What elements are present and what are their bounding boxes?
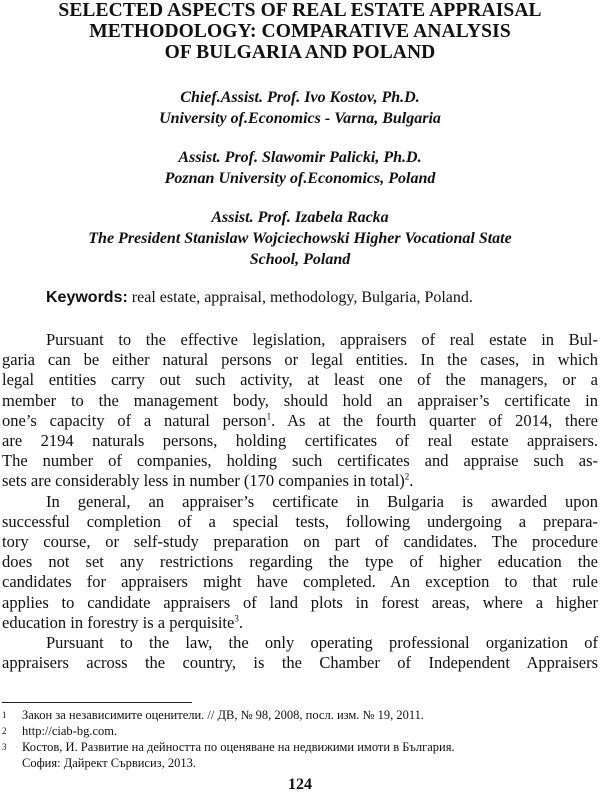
author-name: Assist. Prof. Slawomir Palicki, Ph.D. [178, 149, 422, 166]
keywords-label: Keywords: [46, 289, 128, 306]
author-name: Chief.Assist. Prof. Ivo Kostov, Ph.D. [180, 89, 420, 106]
paragraph [2, 330, 598, 492]
title-line: SELECTED ASPECTS OF REAL ESTATE APPRAISAL [58, 0, 542, 21]
text-segment: one’s capacity of a natural person [2, 410, 267, 430]
author-block-palicki [10, 147, 590, 189]
text-segment: . As at the fourth quarter of 2014, there [271, 410, 598, 430]
title-line: OF BULGARIA AND POLAND [164, 42, 436, 63]
footnote-number: 1 [2, 710, 7, 720]
author-block-kostov [10, 87, 590, 129]
author-affiliation: The President Stanislaw Wojciechowski Higher Vocational State [88, 230, 512, 247]
text-segment: sets are considerably less in number (170 companies in total) [2, 471, 405, 491]
text-line: are 2194 naturals persons, holding certificates of real estate appraisers. [2, 431, 598, 451]
footnote-link[interactable]: http://ciab-bg.com. [22, 724, 118, 738]
text-line: candidates for appraisers might have completed. An exception to that rule [2, 572, 598, 592]
footnote-3 [0, 739, 598, 755]
text-line [2, 613, 598, 633]
footnote-text: Костов, И. Развитие на дейността по оценяване на недвижими имоти в България. [22, 740, 455, 754]
title-line: METHODOLOGY: COMPARATIVE ANALYSIS [89, 21, 511, 42]
paper-title [10, 0, 590, 63]
footnotes [0, 707, 598, 771]
keywords-line [46, 288, 596, 308]
text-line: garia can be either natural persons or legal entities. In the cases, in which [2, 350, 598, 370]
text-line: Pursuant to the effective legislation, appraisers of real estate in Bul- [46, 330, 598, 349]
text-line: In general, an appraiser’s certificate in Bulgaria is awarded upon [46, 491, 598, 511]
footnote-text-continued: София: Дайрект Сървисиз, 2013. [22, 756, 196, 770]
footnote-ref-3[interactable]: 3 [234, 613, 239, 624]
text-line: does not set any restrictions regarding the type of higher education the [2, 552, 598, 572]
text-line [2, 471, 598, 491]
body-text [2, 330, 598, 673]
footnote-number: 3 [2, 742, 7, 752]
footnote-divider [2, 702, 192, 703]
text-line: member to the management body, should hold an appraiser’s certificate in [2, 390, 598, 410]
keywords-text: real estate, appraisal, methodology, Bulgaria, Poland. [127, 289, 473, 306]
footnote-1 [0, 707, 598, 723]
author-affiliation: University of.Economics - Varna, Bulgaria [159, 110, 441, 127]
paragraph [2, 633, 598, 673]
text-line: Pursuant to the law, the only operating professional organization of [46, 633, 598, 653]
footnote-ref-1[interactable]: 1 [266, 411, 272, 422]
text-line: successful completion of a special tests, following undergoing a prepara- [2, 511, 598, 531]
text-line: appraisers across the country, is the Chamber of Independent Appraisers [2, 653, 598, 673]
footnote-2 [0, 723, 598, 739]
paragraph [2, 492, 598, 633]
text-line: The number of companies, holding such certificates and appraise such as- [2, 451, 598, 471]
text-line [2, 411, 598, 431]
text-line: tory course, or self-study preparation on part of candidates. The procedure [2, 532, 598, 552]
text-line: applies to candidate appraisers of land plots in forest areas, where a higher [2, 592, 598, 612]
text-segment: . [238, 612, 243, 632]
text-segment: . [409, 471, 414, 491]
footnote-ref-2[interactable]: 2 [404, 471, 410, 482]
author-affiliation: Poznan University of.Economics, Poland [164, 170, 436, 187]
author-affiliation: School, Poland [249, 251, 351, 268]
footnote-number: 2 [2, 726, 7, 736]
author-block-racka [10, 207, 590, 270]
footnote-text: Закон за независимите оценители. // ДВ, № 98, 2008, посл. изм. № 19, 2011. [22, 708, 425, 722]
text-segment: education in forestry is a perquisite [2, 612, 235, 632]
page-number: 124 [288, 776, 312, 793]
author-name: Assist. Prof. Izabela Racka [211, 209, 389, 226]
text-line: legal entities carry out such activity, at least one of the managers, or a [2, 370, 598, 390]
